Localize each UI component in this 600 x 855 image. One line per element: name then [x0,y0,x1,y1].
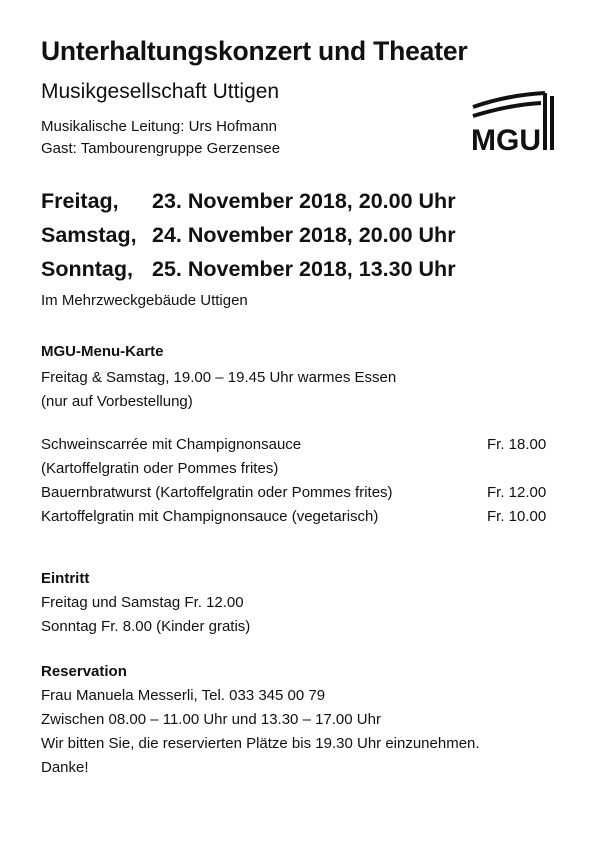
reservation-line: Danke! [41,759,89,776]
entry-line: Sonntag Fr. 8.00 (Kinder gratis) [41,618,251,635]
guest-info: Gast: Tambourengruppe Gerzensee [41,140,281,157]
menu-item-price [487,457,553,481]
date-day: Samstag, [41,223,137,247]
musical-direction: Musikalische Leitung: Urs Hofmann [41,118,277,135]
date-detail: 25. November 2018, 13.30 Uhr [152,257,456,281]
menu-item-name: (Kartoffelgratin oder Pommes frites) [41,460,279,477]
lead-info [41,116,280,160]
date-row [41,218,456,252]
date-day: Sonntag, [41,257,133,281]
venue: Im Mehrzweckgebäude Uttigen [41,292,248,309]
menu-info-line: Freitag & Samstag, 19.00 – 19.45 Uhr warmes Essen [41,369,397,386]
menu-item-name: Schweinscarrée mit Champignonsauce [41,436,302,453]
mgu-logo [469,90,565,154]
menu-item-name: Kartoffelgratin mit Champignonsauce (vegetarisch) [41,508,379,525]
menu-item [41,457,553,481]
date-row [41,252,456,286]
date-row [41,184,456,218]
reservation-section [41,660,480,780]
menu-item-price: Fr. 12.00 [487,484,547,501]
reservation-line: Frau Manuela Messerli, Tel. 033 345 00 79 [41,687,326,704]
menu-item [41,433,553,457]
date-detail: 23. November 2018, 20.00 Uhr [152,189,456,213]
entry-line: Freitag und Samstag Fr. 12.00 [41,594,244,611]
entry-title: Eintritt [41,570,90,587]
menu-item [41,505,553,529]
menu-title: MGU-Menu-Karte [41,343,164,360]
date-day: Freitag, [41,189,119,213]
menu-items [41,433,553,529]
menu-info [41,366,396,414]
reservation-line: Wir bitten Sie, die reservierten Plätze bis 19.30 Uhr einzunehmen. [41,735,480,752]
entry-section [41,567,250,639]
reservation-line: Zwischen 08.00 – 11.00 Uhr und 13.30 – 17.00 Uhr [41,711,381,728]
menu-item-name: Bauernbratwurst (Kartoffelgratin oder Pommes frites) [41,484,393,501]
page-title: Unterhaltungskonzert und Theater [41,36,468,66]
menu-item-price: Fr. 18.00 [487,436,547,453]
date-detail: 24. November 2018, 20.00 Uhr [152,223,456,247]
reservation-title: Reservation [41,663,127,680]
logo-lettering: MGU [471,124,541,154]
menu-item-price: Fr. 10.00 [487,508,547,525]
organizer-name: Musikgesellschaft Uttigen [41,80,280,103]
performance-dates [41,184,456,286]
menu-info-line: (nur auf Vorbestellung) [41,393,193,410]
menu-item [41,481,553,505]
